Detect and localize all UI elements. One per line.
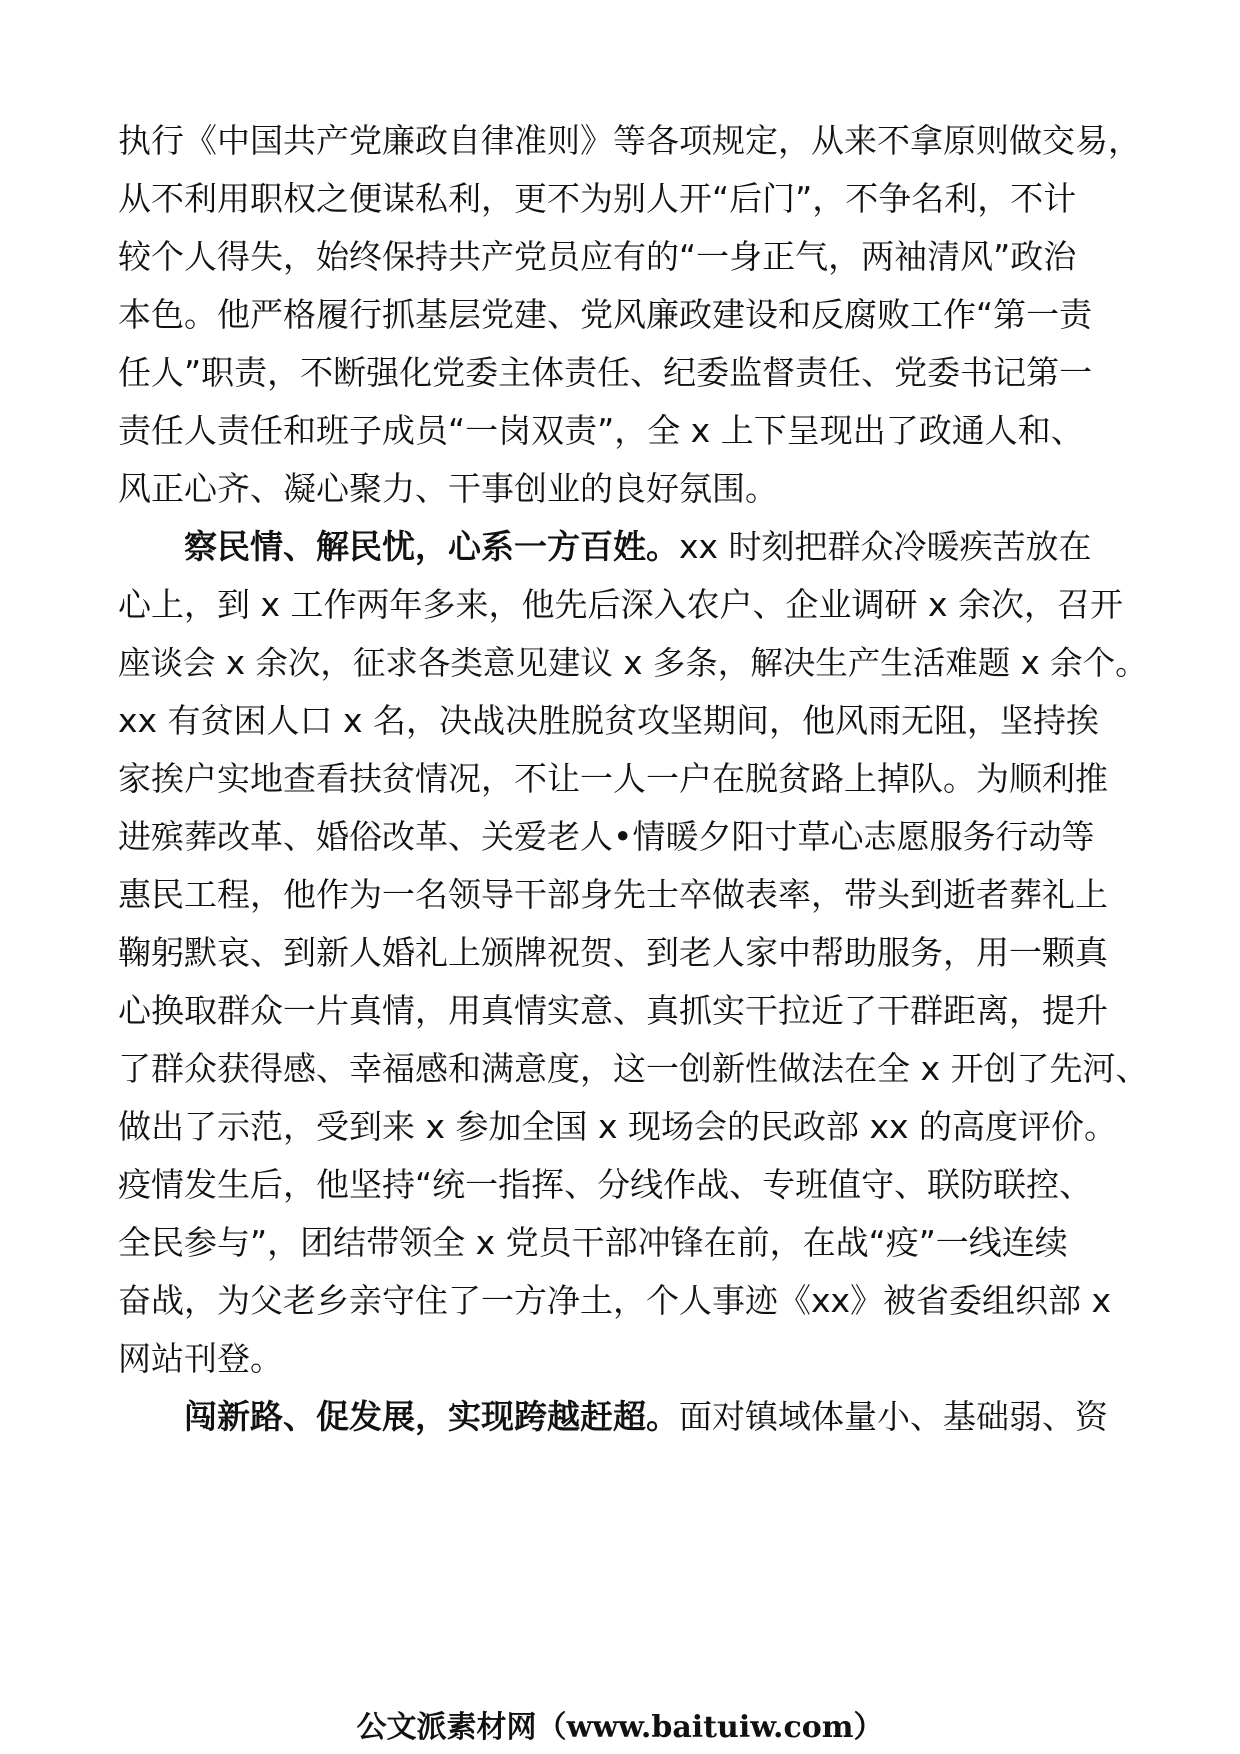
paragraph-line: 进殡葬改革、婚俗改革、关爱老人•情暖夕阳寸草心志愿服务行动等 — [118, 817, 1095, 856]
paragraph-line: xx 有贫困人口 x 名，决战决胜脱贫攻坚期间，他风雨无阻，坚持挨 — [118, 701, 1100, 740]
paragraph-line: 家挨户实地查看扶贫情况，不让一人一户在脱贫路上掉队。为顺利推 — [118, 759, 1108, 798]
paragraph-line: 执行《中国共产党廉政自律准则》等各项规定，从来不拿原则做交易， — [118, 121, 1141, 160]
paragraph-line: 风正心齐、凝心聚力、干事创业的良好氛围。 — [118, 469, 778, 508]
paragraph-line: 奋战，为父老乡亲守住了一方净土，个人事迹《xx》被省委组织部 x — [118, 1281, 1112, 1320]
section-3-heading: 闯新路、促发展，实现跨越赶超。 — [184, 1397, 679, 1436]
paragraph-line: 座谈会 x 余次，征求各类意见建议 x 多条，解决生产生活难题 x 余个。 — [118, 644, 1148, 682]
paragraph-line: 做出了示范，受到来 x 参加全国 x 现场会的民政部 xx 的高度评价。 — [118, 1107, 1118, 1146]
paragraph-line: 了群众获得感、幸福感和满意度，这一创新性做法在全 x 开创了先河、 — [118, 1049, 1149, 1088]
paragraph-line: 心上，到 x 工作两年多来，他先后深入农户、企业调研 x 余次，召开 — [118, 585, 1124, 624]
paragraph-line: 责任人责任和班子成员“一岗双责”，全 x 上下呈现出了政通人和、 — [118, 411, 1084, 450]
section-2-first-line — [184, 527, 1092, 567]
paragraph-line: 本色。他严格履行抓基层党建、党风廉政建设和反腐败工作“第一责 — [118, 295, 1093, 334]
paragraph-line: 疫情发生后，他坚持“统一指挥、分线作战、专班值守、联防联控、 — [118, 1165, 1093, 1204]
paragraph-line: 心换取群众一片真情，用真情实意、真抓实干拉近了干群距离，提升 — [118, 991, 1108, 1030]
paragraph-line: 从不利用职权之便谋私利，更不为别人开“后门”，不争名利，不计 — [118, 179, 1077, 218]
paragraph-line: 任人”职责，不断强化党委主体责任、纪委监督责任、党委书记第一 — [118, 353, 1093, 392]
section-2-heading: 察民情、解民忧，心系一方百姓。 — [184, 527, 679, 566]
section-2-text: xx 时刻把群众冷暖疾苦放在 — [679, 527, 1092, 566]
section-3-text: 面对镇域体量小、基础弱、资 — [679, 1397, 1108, 1436]
paragraph-line: 惠民工程，他作为一名领导干部身先士卒做表率，带头到逝者葬礼上 — [118, 875, 1108, 914]
paragraph-line: 较个人得失，始终保持共产党员应有的“一身正气，两袖清风”政治 — [118, 237, 1077, 276]
paragraph-line: 全民参与”，团结带领全 x 党员干部冲锋在前，在战“疫”一线连续 — [118, 1223, 1068, 1262]
paragraph-line: 网站刊登。 — [118, 1339, 283, 1378]
footer-watermark: 公文派素材网（www.baituiw.com） — [356, 1710, 884, 1745]
paragraph-line: 鞠躬默哀、到新人婚礼上颁牌祝贺、到老人家中帮助服务，用一颗真 — [118, 933, 1108, 972]
section-3-first-line — [184, 1397, 1108, 1437]
